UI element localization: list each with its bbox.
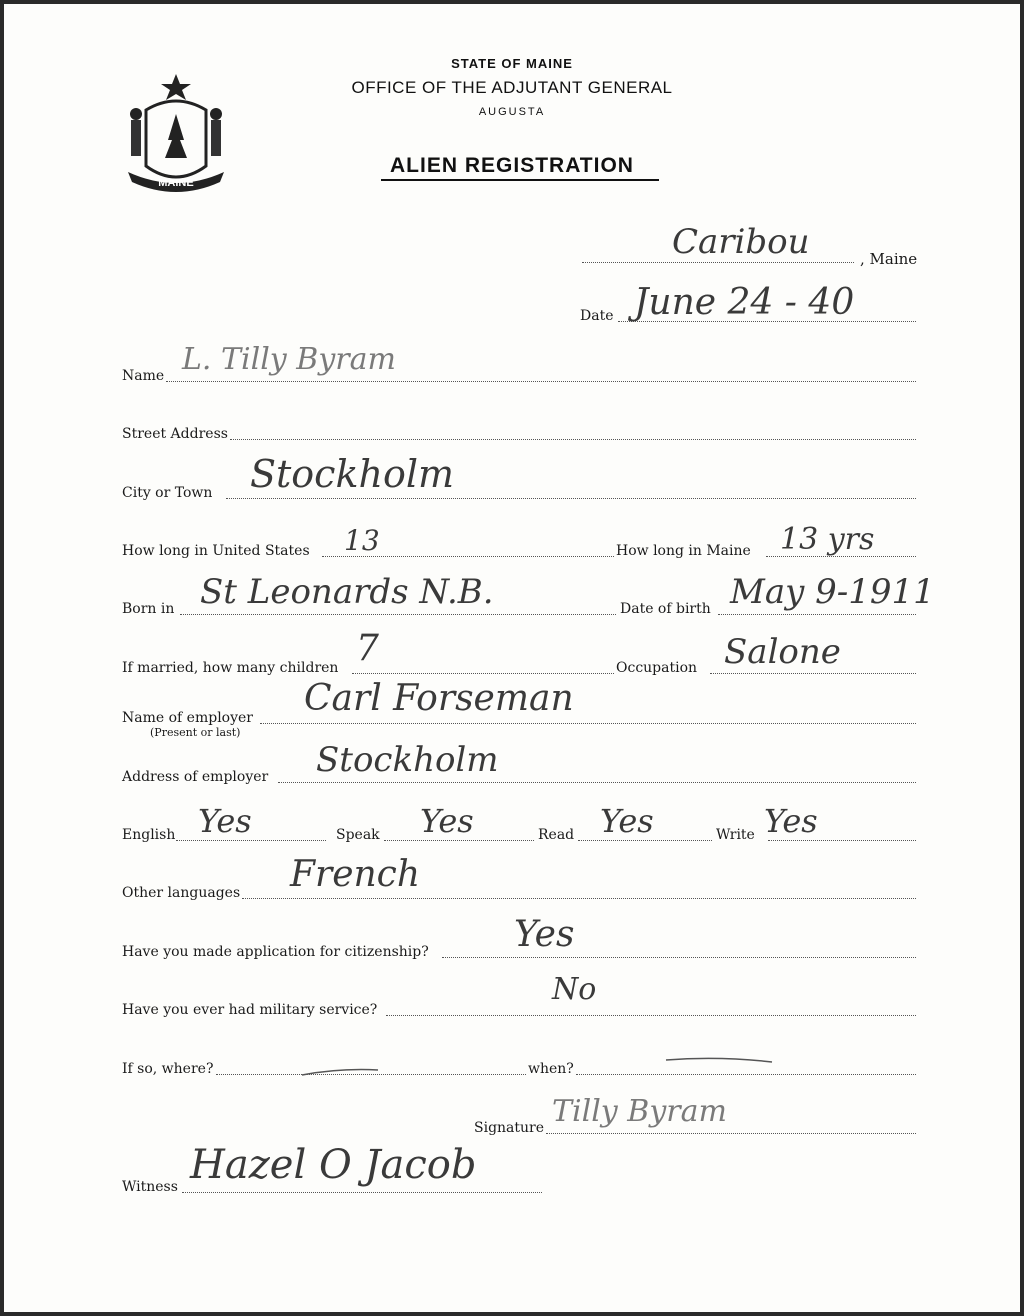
citizenship-label: Have you made application for citizenship?	[122, 944, 429, 960]
employer-line	[260, 723, 916, 724]
employer-address-value[interactable]: Stockholm	[316, 740, 499, 780]
how-long-maine-value[interactable]: 13 yrs	[780, 522, 875, 557]
how-long-us-value[interactable]: 13	[344, 524, 380, 557]
when-line	[576, 1074, 916, 1075]
dob-label: Date of birth	[620, 601, 711, 617]
dob-line	[718, 614, 916, 615]
speak-line	[384, 840, 534, 841]
how-long-us-label: How long in United States	[122, 543, 310, 559]
read-line	[578, 840, 712, 841]
children-line	[352, 673, 614, 674]
date-value[interactable]: June 24 - 40	[634, 282, 855, 323]
military-value[interactable]: No	[552, 972, 597, 1007]
signature-label: Signature	[474, 1120, 545, 1136]
witness-line	[182, 1192, 542, 1193]
english-value[interactable]: Yes	[198, 802, 252, 840]
english-line	[176, 840, 326, 841]
how-long-maine-label: How long in Maine	[616, 543, 751, 559]
citizenship-line	[442, 957, 916, 958]
when-label: when?	[528, 1061, 574, 1077]
employer-address-line	[278, 782, 916, 783]
citizenship-value[interactable]: Yes	[514, 914, 575, 955]
read-value[interactable]: Yes	[600, 802, 654, 840]
employer-address-label: Address of employer	[122, 769, 269, 785]
speak-value[interactable]: Yes	[420, 802, 474, 840]
signature-line	[546, 1133, 916, 1134]
other-languages-value[interactable]: French	[290, 854, 421, 895]
write-label: Write	[716, 827, 755, 843]
where-label: If so, where?	[122, 1061, 214, 1077]
other-languages-label: Other languages	[122, 885, 241, 901]
employer-label: Name of employer	[122, 710, 253, 726]
born-value[interactable]: St Leonards N.B.	[200, 572, 494, 612]
military-label: Have you ever had military service?	[122, 1002, 378, 1018]
street-label: Street Address	[122, 426, 228, 442]
state-heading: STATE OF MAINE	[451, 56, 573, 71]
english-label: English	[122, 827, 176, 843]
occupation-label: Occupation	[616, 660, 698, 676]
city-heading: AUGUSTA	[478, 106, 546, 118]
where-dash-mark	[300, 1066, 380, 1078]
witness-value[interactable]: Hazel O Jacob	[190, 1142, 477, 1188]
born-line	[180, 614, 616, 615]
signature-value[interactable]: Tilly Byram	[552, 1094, 727, 1129]
speak-label: Speak	[336, 827, 380, 843]
read-label: Read	[538, 827, 575, 843]
date-label: Date	[580, 308, 614, 324]
name-label: Name	[122, 368, 165, 384]
other-languages-line	[242, 898, 916, 899]
occupation-value[interactable]: Salone	[724, 632, 841, 672]
children-label: If married, how many children	[122, 660, 339, 676]
occupation-line	[710, 673, 916, 674]
witness-label: Witness	[122, 1179, 178, 1195]
name-value[interactable]: L. Tilly Byram	[182, 342, 396, 377]
children-value[interactable]: 7	[356, 628, 379, 669]
write-value[interactable]: Yes	[764, 802, 818, 840]
form-title: ALIEN REGISTRATION	[390, 154, 634, 177]
office-heading: OFFICE OF THE ADJUTANT GENERAL	[351, 78, 673, 97]
dob-value[interactable]: May 9-1911	[730, 572, 935, 612]
when-dash-mark	[664, 1054, 774, 1066]
svg-text:MAINE: MAINE	[158, 177, 194, 189]
title-underline	[381, 179, 659, 181]
town-line	[582, 262, 854, 263]
employer-value[interactable]: Carl Forseman	[304, 678, 574, 719]
born-label: Born in	[122, 601, 175, 617]
city-label: City or Town	[122, 485, 213, 501]
employer-sublabel: (Present or last)	[150, 726, 241, 739]
write-line	[768, 840, 916, 841]
maine-label: , Maine	[860, 250, 918, 268]
town-value[interactable]: Caribou	[672, 222, 810, 262]
military-line	[386, 1015, 916, 1016]
name-line	[166, 381, 916, 382]
street-line	[230, 439, 916, 440]
city-line	[226, 498, 916, 499]
city-value[interactable]: Stockholm	[250, 452, 455, 496]
